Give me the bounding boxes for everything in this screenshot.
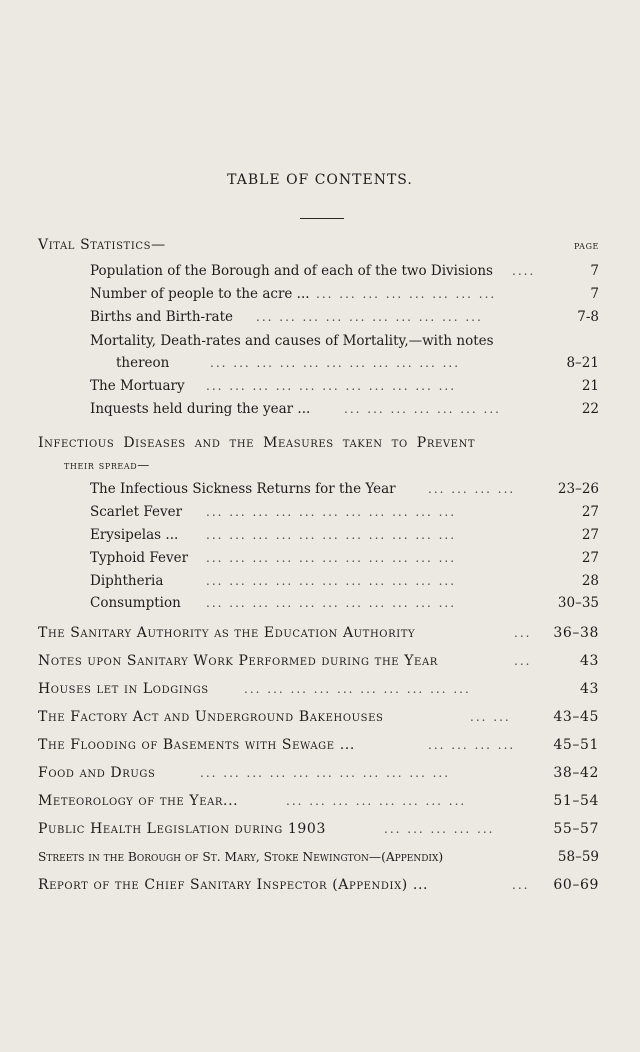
dot-leader: ... ... ... ... ... ... ... ... ... ... ... [206,379,457,393]
dot-leader: ... ... ... ... ... ... ... ... ... ... ... [206,574,457,588]
dot-leader: ... ... ... ... ... ... ... ... [286,794,467,808]
entry-label: Population of the Borough and of each of the two Divisions [90,263,493,279]
entry-page: 45–51 [553,737,599,753]
entry-page: 43–45 [553,709,599,725]
dot-leader: ... ... ... ... ... [384,822,495,836]
entry-label: Typhoid Fever [90,550,189,566]
dot-leader: ... ... ... ... ... ... ... ... ... ... ... [206,551,457,565]
dot-leader: ... ... ... ... ... ... ... ... ... ... [244,682,471,696]
page-title: TABLE OF CONTENTS. [227,172,413,188]
dot-leader: .... [512,264,536,278]
dot-leader: ... ... ... ... ... ... ... [344,402,501,416]
entry-label: Food and Drugs [38,765,156,781]
entry-page: 60–69 [553,877,599,893]
entry-page: 38–42 [553,765,599,781]
dot-leader: ... ... ... ... ... ... ... ... ... ... ... [206,505,457,519]
entry-page: 43 [579,653,599,669]
entry-label: thereon [116,355,170,371]
entry-label: Meteorology of the Year... [38,793,239,809]
dot-leader: ... [514,654,532,668]
dot-leader: ... ... ... ... [428,482,516,496]
entry-label: Births and Birth-rate [90,309,233,325]
entry-label: Houses let in Lodgings [38,681,209,697]
infectious-heading-line1: Infectious Diseases and the Measures taken to Prevent [38,435,476,451]
title-rule [300,218,344,219]
entry-label: Consumption [90,595,181,611]
entry-page: 21 [581,378,599,394]
dot-leader: ... ... ... ... [428,738,516,752]
entry-label: The Infectious Sickness Returns for the Year [90,481,396,497]
entry-label: Number of people to the acre ... [90,286,310,302]
dot-leader: ... ... [470,710,511,724]
entry-label: The Factory Act and Underground Bakehouses [38,709,384,725]
entry-label: Scarlet Fever [90,504,183,520]
entry-page: 27 [581,504,599,520]
entry-page: 58–59 [557,849,599,865]
entry-label: Public Health Legislation during 1903 [38,821,326,837]
vital-heading: Vital Statistics— [38,237,166,253]
entry-label: Erysipelas ... [90,527,179,543]
entry-page: 28 [581,573,599,589]
page-column-header: page [573,238,599,252]
entry-page: 27 [581,550,599,566]
infectious-heading-line2: their spread— [64,458,150,472]
entry-label: Mortality, Death-rates and causes of Mortality,—with notes [90,333,494,349]
dot-leader: ... ... ... ... ... ... ... ... ... ... ... [210,356,461,370]
entry-page: 43 [579,681,599,697]
entry-label: Streets in the Borough of St. Mary, Stoke Newington—(Appendix) [38,850,444,864]
entry-page: 22 [581,401,599,417]
entry-page: 30–35 [557,595,599,611]
dot-leader: ... [514,626,532,640]
entry-label: The Mortuary [90,378,185,394]
entry-page: 27 [581,527,599,543]
entry-page: 51–54 [553,793,599,809]
dot-leader: ... ... ... ... ... ... ... ... ... ... [256,310,483,324]
entry-page: 36–38 [553,625,599,641]
entry-page: 7-8 [577,309,599,325]
entry-page: 7 [590,263,599,279]
entry-page: 7 [590,286,599,302]
dot-leader: ... ... ... ... ... ... ... ... ... ... ... [206,596,457,610]
dot-leader: ... ... ... ... ... ... ... ... [316,287,497,301]
entry-label: Report of the Chief Sanitary Inspector (Appendix) ... [38,877,429,893]
entry-label: Inquests held during the year ... [90,401,311,417]
dot-leader: ... ... ... ... ... ... ... ... ... ... ... [206,528,457,542]
entry-label: The Flooding of Basements with Sewage ... [38,737,355,753]
entry-page: 23–26 [557,481,599,497]
entry-page: 55–57 [553,821,599,837]
entry-label: Notes upon Sanitary Work Performed during the Year [38,653,438,669]
dot-leader: ... ... ... ... ... ... ... ... ... ... ... [200,766,451,780]
dot-leader: ... [512,878,530,892]
entry-page: 8–21 [566,355,599,371]
entry-label: The Sanitary Authority as the Education Authority [38,625,416,641]
entry-label: Diphtheria [90,573,164,589]
